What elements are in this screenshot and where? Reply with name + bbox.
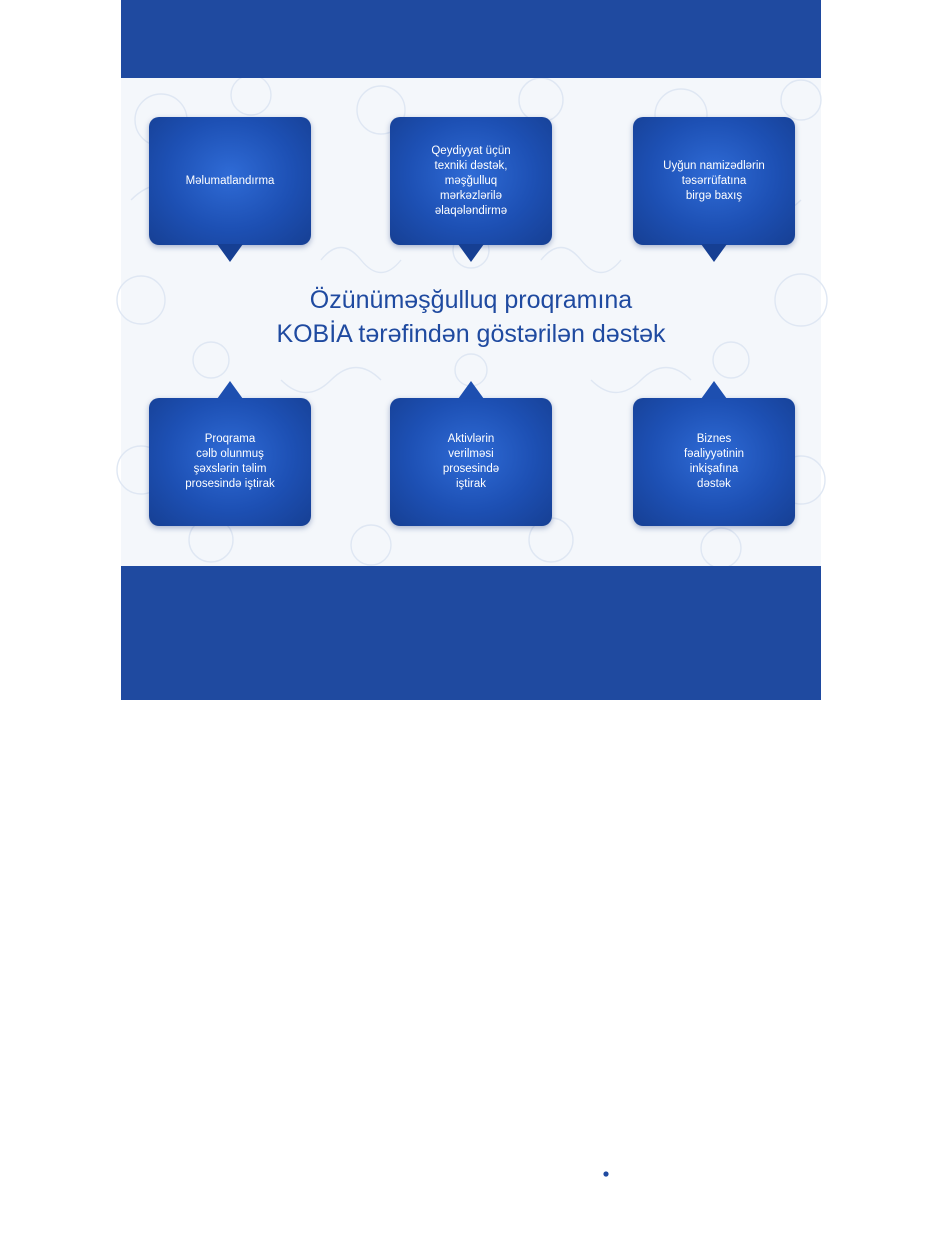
card-line: Aktivlərin (447, 433, 495, 445)
card-registration-support (390, 117, 552, 245)
card-line: Məlumatlandırma (185, 174, 275, 187)
card-asset-transfer (390, 398, 552, 526)
kobia-name (569, 1209, 645, 1233)
card-line: Qeydiyyat üçün (431, 144, 511, 157)
ministry-line: Əmək və Əhalinin (332, 1203, 384, 1210)
card-line: Proqrama (204, 433, 256, 445)
poster (121, 0, 821, 1232)
card-line: inkişafına (689, 463, 739, 475)
agency-name (500, 1193, 530, 1220)
kobia-mark: KOB (594, 1189, 618, 1205)
kobia-flower-icon (593, 1161, 619, 1187)
card-informing (149, 117, 311, 245)
ministry-logo (286, 1171, 436, 1241)
top-band (121, 0, 821, 78)
card-line: Biznes (696, 433, 732, 445)
kobia-logo (569, 1171, 676, 1241)
card-training-participation (149, 398, 311, 526)
agency-line: Məşğulluq (500, 1203, 530, 1210)
card-line: məşğulluq (444, 174, 498, 187)
card-line: fəaliyyətinin (683, 448, 745, 460)
kobia-line: İnkişafı Agentliyi (569, 1226, 613, 1232)
kobia-line: Kiçik və Orta Biznesin (569, 1218, 628, 1224)
card-line: şəxslərin təlim (193, 463, 267, 475)
ministry-line: Sosial Müdafiəsi Nazirliyi (332, 1212, 404, 1219)
card-line: əlaqələndirmə (434, 204, 508, 217)
kobia-line: Azərbaycan Respublikasının (569, 1210, 646, 1216)
ministry-line: Azərbaycan Respublikası (332, 1194, 406, 1201)
title-line-2: KOBİA tərəfindən göstərilən dəstək (276, 320, 666, 348)
partner-logos (286, 1171, 676, 1241)
card-line: prosesində iştirak (185, 478, 275, 490)
page-title (121, 283, 821, 351)
agency-emblem-icon (458, 1186, 494, 1222)
logo-divider (446, 1179, 447, 1231)
ministry-emblem-icon (286, 1185, 324, 1223)
employment-agency-logo (458, 1171, 558, 1241)
logo-divider (561, 1179, 562, 1231)
card-line: Uyğun namizədlərin (663, 159, 765, 172)
card-line: cəlb olunmuş (196, 448, 264, 460)
footer-band (121, 566, 821, 1232)
card-line: prosesində (442, 463, 500, 475)
card-line: dəstək (697, 478, 731, 490)
agency-line: Dövlət (500, 1194, 519, 1201)
card-line: iştirak (455, 478, 486, 490)
title-line-1: Özünüməşğulluq proqramına (309, 286, 633, 314)
agency-line: Agentliyi (500, 1212, 525, 1219)
card-business-development (633, 398, 795, 526)
ministry-name (332, 1193, 405, 1220)
card-line: verilməsi (448, 448, 494, 460)
card-candidate-review (633, 117, 795, 245)
card-line: təsərrüfatına (681, 174, 747, 187)
card-line: mərkəzlərilə (439, 189, 502, 202)
card-line: texniki dəstək, (434, 159, 508, 172)
card-line: birgə baxış (685, 189, 743, 202)
